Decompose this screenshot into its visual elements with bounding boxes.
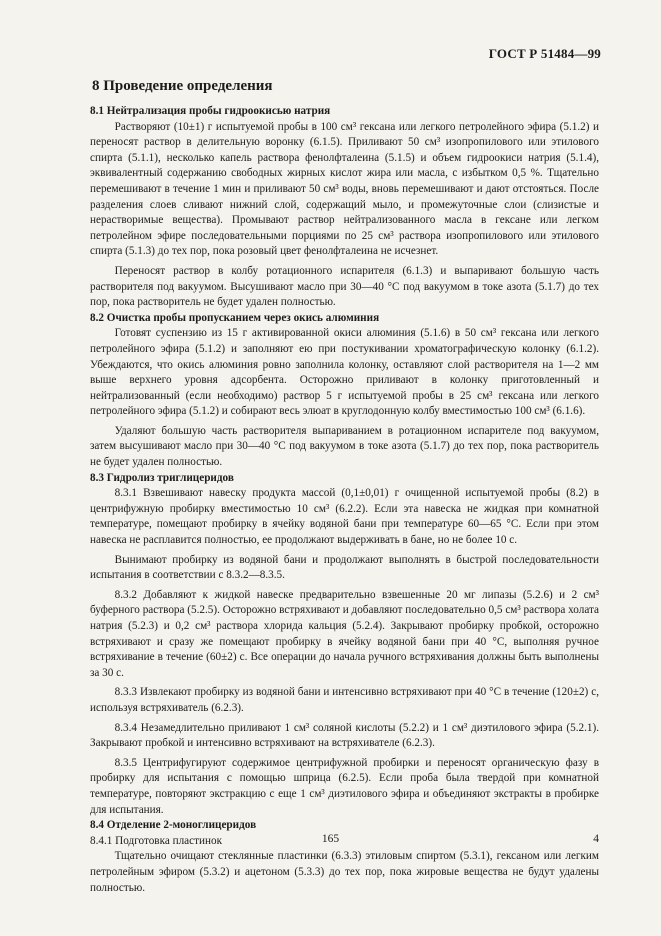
paragraph: 8.3.3 Извлекают пробирку из водяной бани и интенсивно встряхивают при 40 °С в течение (120±2) с, используя встряхиватель (6.2.3). xyxy=(90,686,599,714)
section-title: 8 Проведение определения xyxy=(92,78,273,94)
heading-8-3: 8.3 Гидролиз триглицеридов xyxy=(90,471,234,484)
paragraph: Растворяют (10±1) г испытуемой пробы в 100 см³ гексана или легкого петролейного эфира (5.1.2) и переносят раствор в делительную воронку (6.1.5). Приливают 50 см³ изопропилового или этилового спирта (5.1.1), несколько капель раствора фенолфталеина (5.1.5) и объем гидроокиси натрия (5.1.4), эквивалентный содержанию свободных жирных кислот жира или масла, с избытком 0,5 %. Тщательно перемешивают в течение 1 мин и приливают 50 см³ воды, вновь перемешивают и дают отстояться. После разделения слоев сливают нижний слой, содержащий мыло, и промежуточные слои (слизистые и нерастворимые вещества). Промывают раствор нейтрализованного масла в гексане или легком петролейном эфире последовательными порциями по 25 см³ раствора изопропилового или этилового спирта (5.1.3) до тех пор, пока розовый цвет фенолфталеина не исчезнет. xyxy=(90,120,599,258)
heading-8-1: 8.1 Нейтрализация пробы гидроокисью натрия xyxy=(90,105,331,117)
paragraph: Тщательно очищают стеклянные пластинки (6.3.3) этиловым спиртом (5.3.1), гексаном или легким петролейным эфиром (5.3.2) и ацетоном (5.3.3) до тех пор, пока жировые вещества не будут удалены полностью. xyxy=(90,850,599,894)
subheading-8-4-1: 8.4.1 Подготовка пластинок xyxy=(90,834,223,847)
paragraph: Готовят суспензию из 15 г активированной окиси алюминия (5.1.6) в 50 см³ гексана или легкого петролейного эфира (5.1.2) и заполняют ею при постукивании хроматографическую колонку (6.1.2). Убеждаются, что окись алюминия ровно заполнила колонку, оставляют слой растворителя на 1—2 мм выше верхнего уровня адсорбента. Осторожно приливают в колонку приготовленный и нейтрализованный (если необходимо) раствор 5 г испытуемой пробы в 25 см³ гексана или легкого петролейного эфира (5.1.2) и собирают весь элюат в круглодонную колбу вместимостью 100 см³ (6.1.6). xyxy=(90,327,599,418)
sheet-number: 4 xyxy=(593,833,599,845)
document-body xyxy=(90,104,599,896)
paragraph: Удаляют большую часть растворителя выпариванием в ротационном испарителе под вакуумом, затем высушивают масло при 30—40 °С под вакуумом в токе азота (5.1.7) до тех пор, пока растворитель не будет удален полностью. xyxy=(90,424,599,469)
heading-8-2: 8.2 Очистка пробы пропусканием через окись алюминия xyxy=(90,311,380,324)
paragraph: 8.3.1 Взвешивают навеску продукта массой (0,1±0,01) г очищенной испытуемой пробы (8.2) в центрифужную пробирку вместимостью 10 см³ (6.2.2). Если эта навеска не жидкая при комнатной температуре, помещают пробирку в ячейку водяной бани при температуре 60—65 °С. Если при этом навеска не расплавится полностью, ее продолжают выдерживать в бане, но не более 10 с. xyxy=(90,487,599,547)
paragraph: 8.3.2 Добавляют к жидкой навеске предварительно взвешенные 20 мг липазы (5.2.6) и 2 см³ буферного раствора (5.2.5). Осторожно встряхивают и добавляют последовательно 0,5 см³ раствора холата натрия (5.2.3) и 0,2 см³ раствора хлорида кальция (5.2.4). Закрывают пробирку пробкой, осторожно встряхивают и сразу же помещают пробирку в ячейку водяной бани при 40 °С, выполняя ручное встряхивание в течение (60±2) с. Все операции до начала ручного встряхивания должны быть выполнены за 30 с. xyxy=(90,588,599,679)
paragraph: 8.3.4 Незамедлительно приливают 1 см³ соляной кислоты (5.2.2) и 1 см³ диэтилового эфира (5.2.1). Закрывают пробкой и интенсивно встряхивают на встряхивателе (6.2.3). xyxy=(90,721,599,750)
page-number: 165 xyxy=(321,833,340,845)
paragraph: Переносят раствор в колбу ротационного испарителя (6.1.3) и выпаривают большую часть растворителя под вакуумом. Высушивают масло при 30—40 °С под вакуумом в токе азота (5.1.7) до тех пор, пока растворитель не будет удален полностью. xyxy=(90,264,599,309)
paragraph: 8.3.5 Центрифугируют содержимое центрифужной пробирки и переносят органическую фазу в пробирку для испытания с помощью шприца (6.2.5). Если проба была твердой при комнатной температуре, повторяют экстракцию с еще 1 см³ диэтилового эфира и объединяют экстракты в пробирке для испытания. xyxy=(90,756,599,816)
standard-number: ГОСТ Р 51484—99 xyxy=(488,46,601,61)
paragraph: Вынимают пробирку из водяной бани и продолжают выполнять в быстрой последовательности испытания в соответствии с 8.3.2—8.3.5. xyxy=(90,553,599,582)
heading-8-4: 8.4 Отделение 2-моноглицеридов xyxy=(90,819,257,832)
